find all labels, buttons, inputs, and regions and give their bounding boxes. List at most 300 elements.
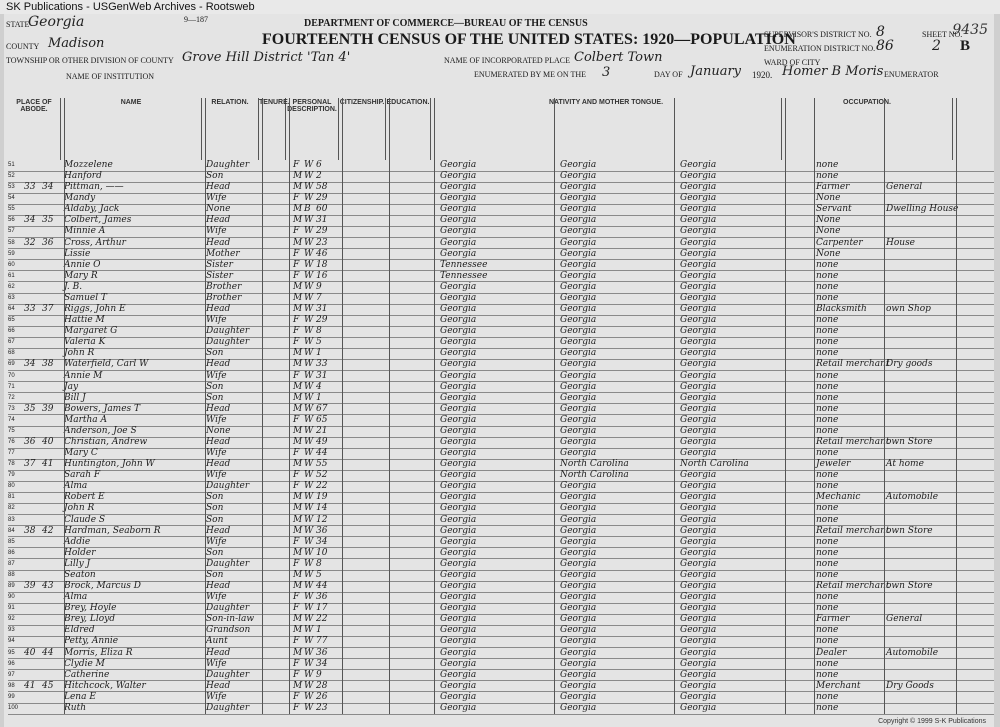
cell-fam: 34 xyxy=(42,182,54,193)
cell-name: Alma xyxy=(64,481,88,492)
cell-ind xyxy=(886,193,946,203)
cell-fbp: Georgia xyxy=(560,492,597,503)
cell-sex: M xyxy=(293,459,303,470)
cell-ind: General xyxy=(886,614,923,625)
cell-occ: none xyxy=(816,702,839,713)
township-label: TOWNSHIP OR OTHER DIVISION OF COUNTY xyxy=(6,56,174,65)
cell-dw xyxy=(24,503,42,513)
cell-dw xyxy=(24,670,42,680)
cell-fbp: Georgia xyxy=(560,392,597,403)
cell-race: W xyxy=(304,215,314,226)
cell-race: W xyxy=(304,270,314,281)
cell-name: Margaret G xyxy=(64,326,118,337)
cell-age: 28 xyxy=(316,680,328,691)
cell-n: 55 xyxy=(8,206,15,213)
table-row xyxy=(8,404,994,416)
cell-occ: none xyxy=(816,348,839,359)
cell-name: Anderson, Joe S xyxy=(64,425,137,436)
cell-age: 31 xyxy=(316,370,328,381)
enumeration-month: January xyxy=(690,64,742,79)
cell-fam xyxy=(42,659,60,669)
cell-name: Cross, Arthur xyxy=(64,237,126,248)
cell-race: W xyxy=(304,193,314,204)
column-rule xyxy=(785,98,786,714)
cell-bp: Georgia xyxy=(440,614,477,625)
cell-race: W xyxy=(304,702,314,713)
cell-mbp: Georgia xyxy=(680,292,717,303)
cell-age: 29 xyxy=(316,193,328,204)
cell-name: Hattie M xyxy=(64,315,105,326)
cell-dw xyxy=(24,570,42,580)
cell-mbp: Georgia xyxy=(680,304,717,315)
table-row xyxy=(8,415,994,427)
institution-label: NAME OF INSTITUTION xyxy=(66,72,154,81)
cell-ind xyxy=(886,415,946,425)
cell-fam xyxy=(42,326,60,336)
cell-age: 10 xyxy=(316,547,328,558)
cell-ind xyxy=(886,448,946,458)
cell-bp: Georgia xyxy=(440,215,477,226)
cell-name: Brey, Hoyle xyxy=(64,603,117,614)
cell-fam xyxy=(42,515,60,525)
cell-fam xyxy=(42,204,60,214)
cell-bp: Georgia xyxy=(440,248,477,259)
cell-mbp: Georgia xyxy=(680,647,717,658)
table-row xyxy=(8,426,994,438)
cell-age: 22 xyxy=(316,481,328,492)
cell-rel: Head xyxy=(206,680,231,691)
cell-age: 29 xyxy=(316,226,328,237)
cell-rel: Daughter xyxy=(206,669,250,680)
cell-mbp: Georgia xyxy=(680,636,717,647)
cell-dw xyxy=(24,171,42,181)
cell-sex: M xyxy=(293,381,303,392)
cell-dw: 33 xyxy=(24,182,36,193)
table-row xyxy=(8,703,994,715)
cell-ind: own Store xyxy=(886,525,933,536)
cell-mbp: Georgia xyxy=(680,237,717,248)
cell-dw: 39 xyxy=(24,581,36,592)
cell-sex: F xyxy=(293,270,300,281)
cell-dw xyxy=(24,470,42,480)
cell-fbp: Georgia xyxy=(560,669,597,680)
cell-mbp: Georgia xyxy=(680,592,717,603)
cell-ind xyxy=(886,537,946,547)
cell-fbp: Georgia xyxy=(560,581,597,592)
cell-n: 53 xyxy=(8,184,15,191)
cell-rel: Wife xyxy=(206,448,227,459)
cell-race: W xyxy=(304,592,314,603)
cell-age: 6 xyxy=(316,160,322,170)
cell-sex: M xyxy=(293,569,303,580)
cell-mbp: Georgia xyxy=(680,492,717,503)
cell-ind: Dry Goods xyxy=(886,680,934,691)
cell-occ: Farmer xyxy=(816,614,850,625)
stamp-number: 9435 xyxy=(952,22,988,38)
cell-race: W xyxy=(304,292,314,303)
table-row xyxy=(8,249,994,261)
cell-n: 100 xyxy=(8,704,19,711)
cell-fbp: Georgia xyxy=(560,281,597,292)
cell-fbp: Georgia xyxy=(560,204,597,215)
cell-dw xyxy=(24,592,42,602)
cell-mbp: Georgia xyxy=(680,614,717,625)
cell-occ: none xyxy=(816,381,839,392)
cell-fam xyxy=(42,503,60,513)
cell-rel: Head xyxy=(206,525,231,536)
cell-mbp: Georgia xyxy=(680,193,717,204)
cell-dw xyxy=(24,315,42,325)
cell-age: 31 xyxy=(316,304,328,315)
cell-fbp: Georgia xyxy=(560,437,597,447)
cell-bp: Georgia xyxy=(440,569,477,580)
cell-bp: Georgia xyxy=(440,702,477,713)
table-row xyxy=(8,636,994,648)
cell-bp: Georgia xyxy=(440,481,477,492)
cell-ind xyxy=(886,371,946,381)
cell-rel: Head xyxy=(206,459,231,470)
cell-fbp: Georgia xyxy=(560,381,597,392)
cell-name: Huntington, John W xyxy=(64,459,155,470)
cell-ind xyxy=(886,271,946,281)
cell-mbp: Georgia xyxy=(680,503,717,514)
enumeration-day: 3 xyxy=(602,65,611,80)
cell-n: 81 xyxy=(8,494,15,501)
cell-race: W xyxy=(304,359,314,370)
cell-age: 19 xyxy=(316,492,328,503)
table-row xyxy=(8,382,994,394)
column-rule xyxy=(554,98,555,714)
cell-race: W xyxy=(304,625,314,636)
cell-occ: none xyxy=(816,315,839,326)
cell-fbp: Georgia xyxy=(560,193,597,204)
cell-fbp: Georgia xyxy=(560,270,597,281)
column-header: PERSONAL DESCRIPTION. xyxy=(286,98,339,160)
cell-sex: F xyxy=(293,248,300,259)
cell-dw xyxy=(24,204,42,214)
cell-ind xyxy=(886,160,946,170)
cell-age: 4 xyxy=(316,381,322,392)
cell-ind xyxy=(886,337,946,347)
department-heading: DEPARTMENT OF COMMERCE—BUREAU OF THE CENSUS xyxy=(304,18,588,29)
cell-bp: Georgia xyxy=(440,448,477,459)
cell-age: 1 xyxy=(316,625,322,636)
cell-fam xyxy=(42,282,60,292)
cell-name: Samuel T xyxy=(64,292,107,303)
cell-ind xyxy=(886,260,946,270)
cell-mbp: Georgia xyxy=(680,370,717,381)
cell-age: 9 xyxy=(316,669,322,680)
table-row xyxy=(8,603,994,615)
cell-n: 95 xyxy=(8,649,15,656)
cell-mbp: Georgia xyxy=(680,514,717,525)
cell-race: W xyxy=(304,381,314,392)
township-value: Grove Hill District 'Tan 4' xyxy=(182,50,351,65)
cell-age: 9 xyxy=(316,281,322,292)
cell-name: Morris, Eliza R xyxy=(64,647,133,658)
cell-occ: Retail merchant xyxy=(816,525,890,536)
cell-n: 85 xyxy=(8,538,15,545)
cell-n: 89 xyxy=(8,583,15,590)
cell-fam xyxy=(42,415,60,425)
cell-dw xyxy=(24,382,42,392)
cell-mbp: Georgia xyxy=(680,425,717,436)
cell-fam xyxy=(42,337,60,347)
cell-fam xyxy=(42,492,60,502)
cell-mbp: Georgia xyxy=(680,569,717,580)
cell-mbp: Georgia xyxy=(680,448,717,459)
cell-rel: Wife xyxy=(206,315,227,326)
cell-fbp: Georgia xyxy=(560,614,597,625)
cell-rel: Son xyxy=(206,503,224,514)
cell-n: 93 xyxy=(8,627,15,634)
cell-fam xyxy=(42,260,60,270)
cell-race: W xyxy=(304,281,314,292)
column-rule xyxy=(814,98,815,714)
cell-race: W xyxy=(304,614,314,625)
cell-n: 59 xyxy=(8,250,15,257)
cell-sex: F xyxy=(293,481,300,492)
cell-mbp: Georgia xyxy=(680,326,717,337)
cell-mbp: Georgia xyxy=(680,702,717,713)
cell-occ: none xyxy=(816,603,839,614)
cell-age: 36 xyxy=(316,647,328,658)
cell-occ: none xyxy=(816,691,839,702)
cell-ind xyxy=(886,603,946,613)
cell-race: W xyxy=(304,514,314,525)
cell-occ: none xyxy=(816,547,839,558)
cell-occ: none xyxy=(816,569,839,580)
sheet-label: SHEET NO. xyxy=(922,30,963,39)
cell-rel: Son xyxy=(206,547,224,558)
cell-name: Mandy xyxy=(64,193,96,204)
cell-mbp: Georgia xyxy=(680,525,717,536)
census-entries-table xyxy=(8,160,994,714)
table-row xyxy=(8,515,994,527)
cell-dw xyxy=(24,537,42,547)
cell-bp: Georgia xyxy=(440,160,477,170)
cell-n: 82 xyxy=(8,505,15,512)
cell-mbp: Georgia xyxy=(680,281,717,292)
cell-mbp: Georgia xyxy=(680,182,717,193)
cell-n: 91 xyxy=(8,605,15,612)
cell-age: 8 xyxy=(316,326,322,337)
cell-sex: M xyxy=(293,514,303,525)
cell-rel: Sister xyxy=(206,270,233,281)
cell-mbp: Georgia xyxy=(680,581,717,592)
enumeration-district-label: ENUMERATION DISTRICT NO. xyxy=(764,44,876,53)
cell-occ: none xyxy=(816,392,839,403)
cell-mbp: Georgia xyxy=(680,603,717,614)
cell-race: W xyxy=(304,680,314,691)
cell-fam xyxy=(42,614,60,624)
cell-occ: Dealer xyxy=(816,647,847,658)
cell-name: Brock, Marcus D xyxy=(64,581,141,592)
cell-sex: M xyxy=(293,403,303,414)
census-form xyxy=(4,14,994,727)
cell-ind xyxy=(886,282,946,292)
cell-n: 74 xyxy=(8,416,15,423)
column-rule xyxy=(884,98,885,714)
cell-occ: Retail merchant xyxy=(816,437,890,447)
cell-race: W xyxy=(304,304,314,315)
cell-dw: 36 xyxy=(24,437,36,447)
cell-age: 36 xyxy=(316,525,328,536)
cell-race: W xyxy=(304,259,314,270)
cell-race: W xyxy=(304,160,314,170)
cell-bp: Georgia xyxy=(440,558,477,569)
cell-ind xyxy=(886,404,946,414)
cell-fam xyxy=(42,271,60,281)
cell-occ: Farmer xyxy=(816,182,850,193)
cell-age: 17 xyxy=(316,603,328,614)
cell-dw xyxy=(24,659,42,669)
cell-fbp: Georgia xyxy=(560,691,597,702)
cell-ind xyxy=(886,592,946,602)
cell-name: Alma xyxy=(64,592,88,603)
cell-race: W xyxy=(304,603,314,614)
cell-ind xyxy=(886,393,946,403)
cell-occ: none xyxy=(816,669,839,680)
cell-bp: Georgia xyxy=(440,647,477,658)
cell-age: 21 xyxy=(316,425,328,436)
cell-rel: Head xyxy=(206,437,231,447)
cell-bp: Georgia xyxy=(440,370,477,381)
cell-n: 87 xyxy=(8,560,15,567)
cell-sex: M xyxy=(293,304,303,315)
cell-fam xyxy=(42,315,60,325)
cell-n: 57 xyxy=(8,228,15,235)
cell-sex: M xyxy=(293,581,303,592)
cell-ind: Automobile xyxy=(886,647,939,658)
cell-fam xyxy=(42,559,60,569)
cell-dw xyxy=(24,636,42,646)
column-header: EDUCATION. xyxy=(386,98,431,160)
cell-fbp: Georgia xyxy=(560,636,597,647)
cell-race: W xyxy=(304,171,314,182)
cell-occ: none xyxy=(816,536,839,547)
cell-occ: none xyxy=(816,448,839,459)
cell-fbp: Georgia xyxy=(560,569,597,580)
column-header: CITIZENSHIP. xyxy=(339,98,386,160)
cell-race: W xyxy=(304,403,314,414)
window-title-bar xyxy=(0,0,1000,15)
cell-occ: Retail merchant xyxy=(816,359,890,370)
cell-dw: 35 xyxy=(24,403,36,414)
cell-bp: Georgia xyxy=(440,304,477,315)
cell-age: 60 xyxy=(316,204,328,215)
cell-occ: none xyxy=(816,470,839,481)
cell-bp: Georgia xyxy=(440,625,477,636)
cell-sex: F xyxy=(293,558,300,569)
cell-fbp: Georgia xyxy=(560,625,597,636)
cell-bp: Georgia xyxy=(440,691,477,702)
cell-ind xyxy=(886,326,946,336)
cell-sex: M xyxy=(293,182,303,193)
cell-ind: own Store xyxy=(886,437,933,447)
cell-fbp: Georgia xyxy=(560,603,597,614)
cell-n: 73 xyxy=(8,405,15,412)
cell-sex: M xyxy=(293,492,303,503)
form-number: 9—187 xyxy=(184,15,208,24)
table-row xyxy=(8,670,994,682)
cell-age: 26 xyxy=(316,691,328,702)
cell-fbp: Georgia xyxy=(560,702,597,713)
cell-n: 51 xyxy=(8,162,15,168)
cell-mbp: Georgia xyxy=(680,680,717,691)
cell-rel: Head xyxy=(206,237,231,248)
cell-mbp: Georgia xyxy=(680,204,717,215)
cell-n: 71 xyxy=(8,383,15,390)
cell-dw: 40 xyxy=(24,647,36,658)
cell-rel: Son xyxy=(206,171,224,182)
cell-name: John R xyxy=(64,503,95,514)
cell-n: 92 xyxy=(8,616,15,623)
cell-age: 55 xyxy=(316,459,328,470)
cell-ind xyxy=(886,503,946,513)
table-row xyxy=(8,238,994,250)
cell-rel: Son xyxy=(206,514,224,525)
supervisor-district-label: SUPERVISOR'S DISTRICT NO. xyxy=(764,30,872,39)
cell-bp: Georgia xyxy=(440,669,477,680)
cell-mbp: Georgia xyxy=(680,669,717,680)
cell-n: 69 xyxy=(8,361,15,368)
cell-fbp: North Carolina xyxy=(560,470,629,481)
cell-name: Christian, Andrew xyxy=(64,437,148,447)
cell-n: 76 xyxy=(8,439,15,445)
cell-race: W xyxy=(304,470,314,481)
cell-sex: F xyxy=(293,259,300,270)
table-row xyxy=(8,503,994,515)
table-row xyxy=(8,315,994,327)
cell-name: Bill J xyxy=(64,392,86,403)
cell-fam: 43 xyxy=(42,581,54,592)
cell-fam: 37 xyxy=(42,304,54,315)
cell-fbp: Georgia xyxy=(560,304,597,315)
cell-rel: Wife xyxy=(206,658,227,669)
cell-bp: Georgia xyxy=(440,503,477,514)
cell-dw xyxy=(24,492,42,502)
cell-age: 18 xyxy=(316,259,328,270)
cell-sex: F xyxy=(293,326,300,337)
cell-rel: Son-in-law xyxy=(206,614,255,625)
cell-bp: Georgia xyxy=(440,237,477,248)
column-rule xyxy=(64,98,65,714)
cell-n: 88 xyxy=(8,571,15,578)
table-row xyxy=(8,614,994,626)
cell-name: Clydie M xyxy=(64,658,105,669)
cell-mbp: Georgia xyxy=(680,691,717,702)
cell-age: 49 xyxy=(316,437,328,447)
table-row xyxy=(8,182,994,194)
cell-occ: Servant xyxy=(816,204,852,215)
cell-n: 70 xyxy=(8,372,15,379)
cell-fbp: Georgia xyxy=(560,536,597,547)
cell-occ: Jeweler xyxy=(816,459,851,470)
cell-race: W xyxy=(304,182,314,193)
cell-bp: Georgia xyxy=(440,281,477,292)
cell-name: Bowers, James T xyxy=(64,403,141,414)
table-row xyxy=(8,282,994,294)
cell-fbp: Georgia xyxy=(560,680,597,691)
cell-mbp: Georgia xyxy=(680,481,717,492)
cell-rel: Head xyxy=(206,182,231,193)
window-title: SK Publications - USGenWeb Archives - Rootsweb xyxy=(6,1,255,13)
cell-fam xyxy=(42,348,60,358)
cell-mbp: Georgia xyxy=(680,437,717,447)
cell-n: 97 xyxy=(8,671,15,678)
enumerator-label: ENUMERATOR xyxy=(884,70,939,79)
